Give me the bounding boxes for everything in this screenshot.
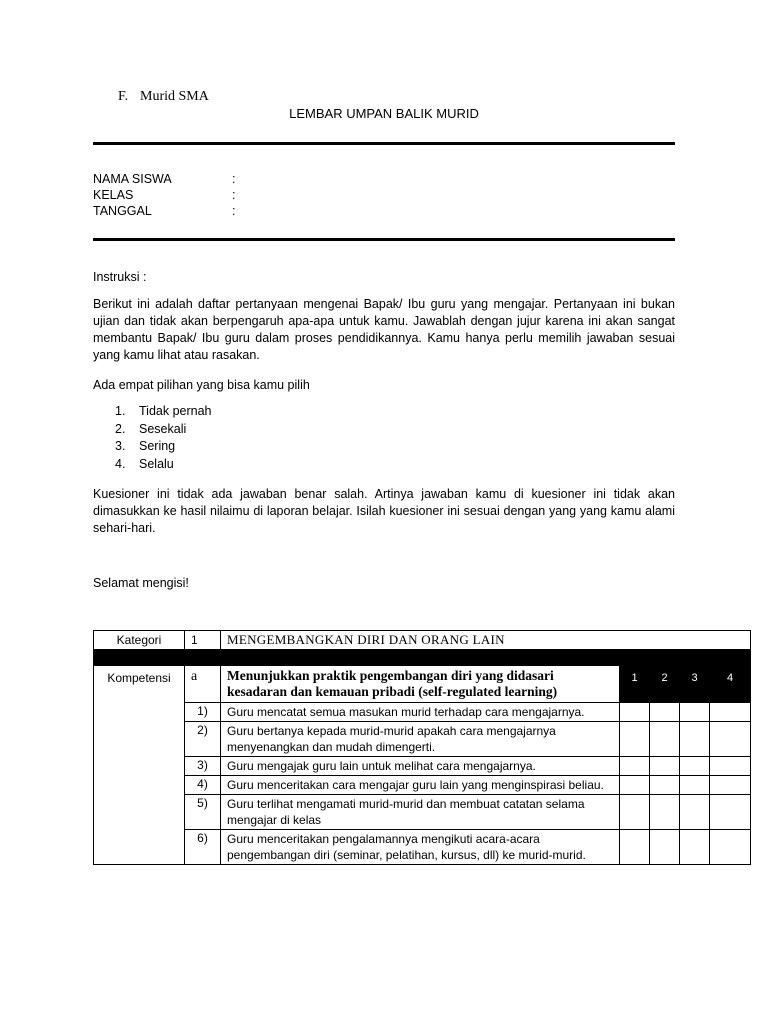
score-cell[interactable] bbox=[680, 703, 710, 722]
score-cell[interactable] bbox=[620, 722, 650, 757]
option-number: 2. bbox=[115, 421, 126, 436]
score-cell[interactable] bbox=[620, 830, 650, 865]
score-cell[interactable] bbox=[680, 722, 710, 757]
item-text: Guru menceritakan cara mengajar guru lain yang menginspirasi beliau. bbox=[221, 776, 620, 795]
score-cell[interactable] bbox=[650, 722, 680, 757]
instructions-heading: Instruksi : bbox=[93, 270, 147, 284]
instructions-paragraph: Berikut ini adalah daftar pertanyaan mengenai Bapak/ Ibu guru yang mengajar. Pertanyaan ini bukan ujian dan tidak akan berpengaruh apa-apa untuk kamu. Jawablah dengan jujur karena ini akan sangat membantu Bapak/ Ibu guru dalam proses pendidikannya. Kamu hanya perlu memilih jawaban sesuai yang kamu lihat atau rasakan. bbox=[93, 297, 675, 362]
item-number: 4) bbox=[185, 776, 221, 795]
table-row bbox=[94, 795, 751, 830]
questionnaire-note: Kuesioner ini tidak ada jawaban benar salah. Artinya jawaban kamu di kuesioner ini tidak akan dimasukkan ke hasil nilaimu di laporan belajar. Isilah kuesioner ini sesuai dengan yang yang kamu alami sehari-hari. bbox=[93, 487, 675, 535]
field-colon: : bbox=[232, 188, 236, 202]
score-cell[interactable] bbox=[680, 776, 710, 795]
score-cell[interactable] bbox=[620, 757, 650, 776]
competency-label: Kompetensi bbox=[94, 666, 185, 865]
item-text: Guru bertanya kepada murid-murid apakah cara mengajarnya menyenangkan dan mudah dimengerti. bbox=[221, 722, 620, 757]
option-number: 3. bbox=[115, 439, 126, 453]
option-number: 1. bbox=[115, 404, 126, 418]
score-cell[interactable] bbox=[650, 830, 680, 865]
item-text: Guru mencatat semua masukan murid terhadap cara mengajarnya. bbox=[221, 703, 620, 722]
score-cell[interactable] bbox=[710, 830, 751, 865]
options-intro: Ada empat pilihan yang bisa kamu pilih bbox=[93, 378, 310, 392]
score-cell[interactable] bbox=[710, 757, 751, 776]
field-label-nama-siswa: NAMA SISWA bbox=[93, 172, 172, 186]
score-header-2: 2 bbox=[650, 666, 680, 703]
competency-letter: a bbox=[185, 666, 221, 703]
competency-title: Menunjukkan praktik pengembangan diri yang didasari kesadaran dan kemauan pribadi (self-regulated learning) bbox=[221, 666, 620, 703]
item-number: 3) bbox=[185, 757, 221, 776]
score-cell[interactable] bbox=[620, 703, 650, 722]
top-rule bbox=[93, 142, 675, 145]
score-cell[interactable] bbox=[680, 830, 710, 865]
section-title: Murid SMA bbox=[140, 89, 209, 104]
section-number: F. bbox=[118, 89, 129, 104]
score-cell[interactable] bbox=[710, 722, 751, 757]
score-cell[interactable] bbox=[710, 703, 751, 722]
option-label: Tidak pernah bbox=[139, 404, 212, 418]
competency-row bbox=[94, 666, 751, 703]
field-label-kelas: KELAS bbox=[93, 188, 134, 202]
table-row bbox=[94, 722, 751, 757]
item-text: Guru mengajak guru lain untuk melihat cara mengajarnya. bbox=[221, 757, 620, 776]
option-label: Selalu bbox=[139, 456, 174, 471]
score-cell[interactable] bbox=[650, 757, 680, 776]
score-header-3: 3 bbox=[680, 666, 710, 703]
score-cell[interactable] bbox=[620, 776, 650, 795]
field-colon: : bbox=[232, 204, 236, 218]
score-cell[interactable] bbox=[620, 795, 650, 830]
option-label: Sering bbox=[139, 439, 176, 453]
score-cell[interactable] bbox=[650, 795, 680, 830]
table-row bbox=[94, 703, 751, 722]
table-row bbox=[94, 830, 751, 865]
score-header-4: 4 bbox=[710, 666, 751, 703]
option-item bbox=[93, 422, 212, 440]
category-label: Kategori bbox=[94, 631, 185, 650]
option-number: 4. bbox=[115, 456, 126, 471]
category-row bbox=[94, 631, 751, 650]
table-row bbox=[94, 776, 751, 795]
option-item bbox=[93, 404, 212, 422]
separator-cell bbox=[94, 650, 751, 666]
score-cell[interactable] bbox=[710, 776, 751, 795]
score-cell[interactable] bbox=[650, 776, 680, 795]
option-item bbox=[93, 439, 212, 457]
item-number: 1) bbox=[185, 703, 221, 722]
score-cell[interactable] bbox=[710, 795, 751, 830]
separator-bar bbox=[94, 650, 751, 666]
bottom-rule bbox=[93, 238, 675, 241]
score-cell[interactable] bbox=[650, 703, 680, 722]
option-item bbox=[93, 457, 212, 475]
item-number: 5) bbox=[185, 795, 221, 830]
document-title: LEMBAR UMPAN BALIK MURID bbox=[289, 106, 479, 121]
item-number: 2) bbox=[185, 722, 221, 757]
field-label-tanggal: TANGGAL bbox=[93, 204, 152, 218]
field-colon: : bbox=[232, 172, 236, 186]
item-number: 6) bbox=[185, 830, 221, 865]
category-number: 1 bbox=[185, 631, 221, 650]
closing-text: Selamat mengisi! bbox=[93, 576, 189, 590]
questionnaire-table bbox=[93, 630, 751, 865]
score-cell[interactable] bbox=[680, 795, 710, 830]
option-label: Sesekali bbox=[139, 421, 187, 436]
item-text: Guru terlihat mengamati murid-murid dan membuat catatan selama mengajar di kelas bbox=[221, 795, 620, 830]
score-cell[interactable] bbox=[680, 757, 710, 776]
score-header-1: 1 bbox=[620, 666, 650, 703]
options-list bbox=[93, 404, 212, 474]
table-row bbox=[94, 757, 751, 776]
item-text: Guru menceritakan pengalamannya mengikuti acara-acara pengembangan diri (seminar, pelatihan, kursus, dll) ke murid-murid. bbox=[221, 830, 620, 865]
category-title: MENGEMBANGKAN DIRI DAN ORANG LAIN bbox=[221, 631, 751, 650]
